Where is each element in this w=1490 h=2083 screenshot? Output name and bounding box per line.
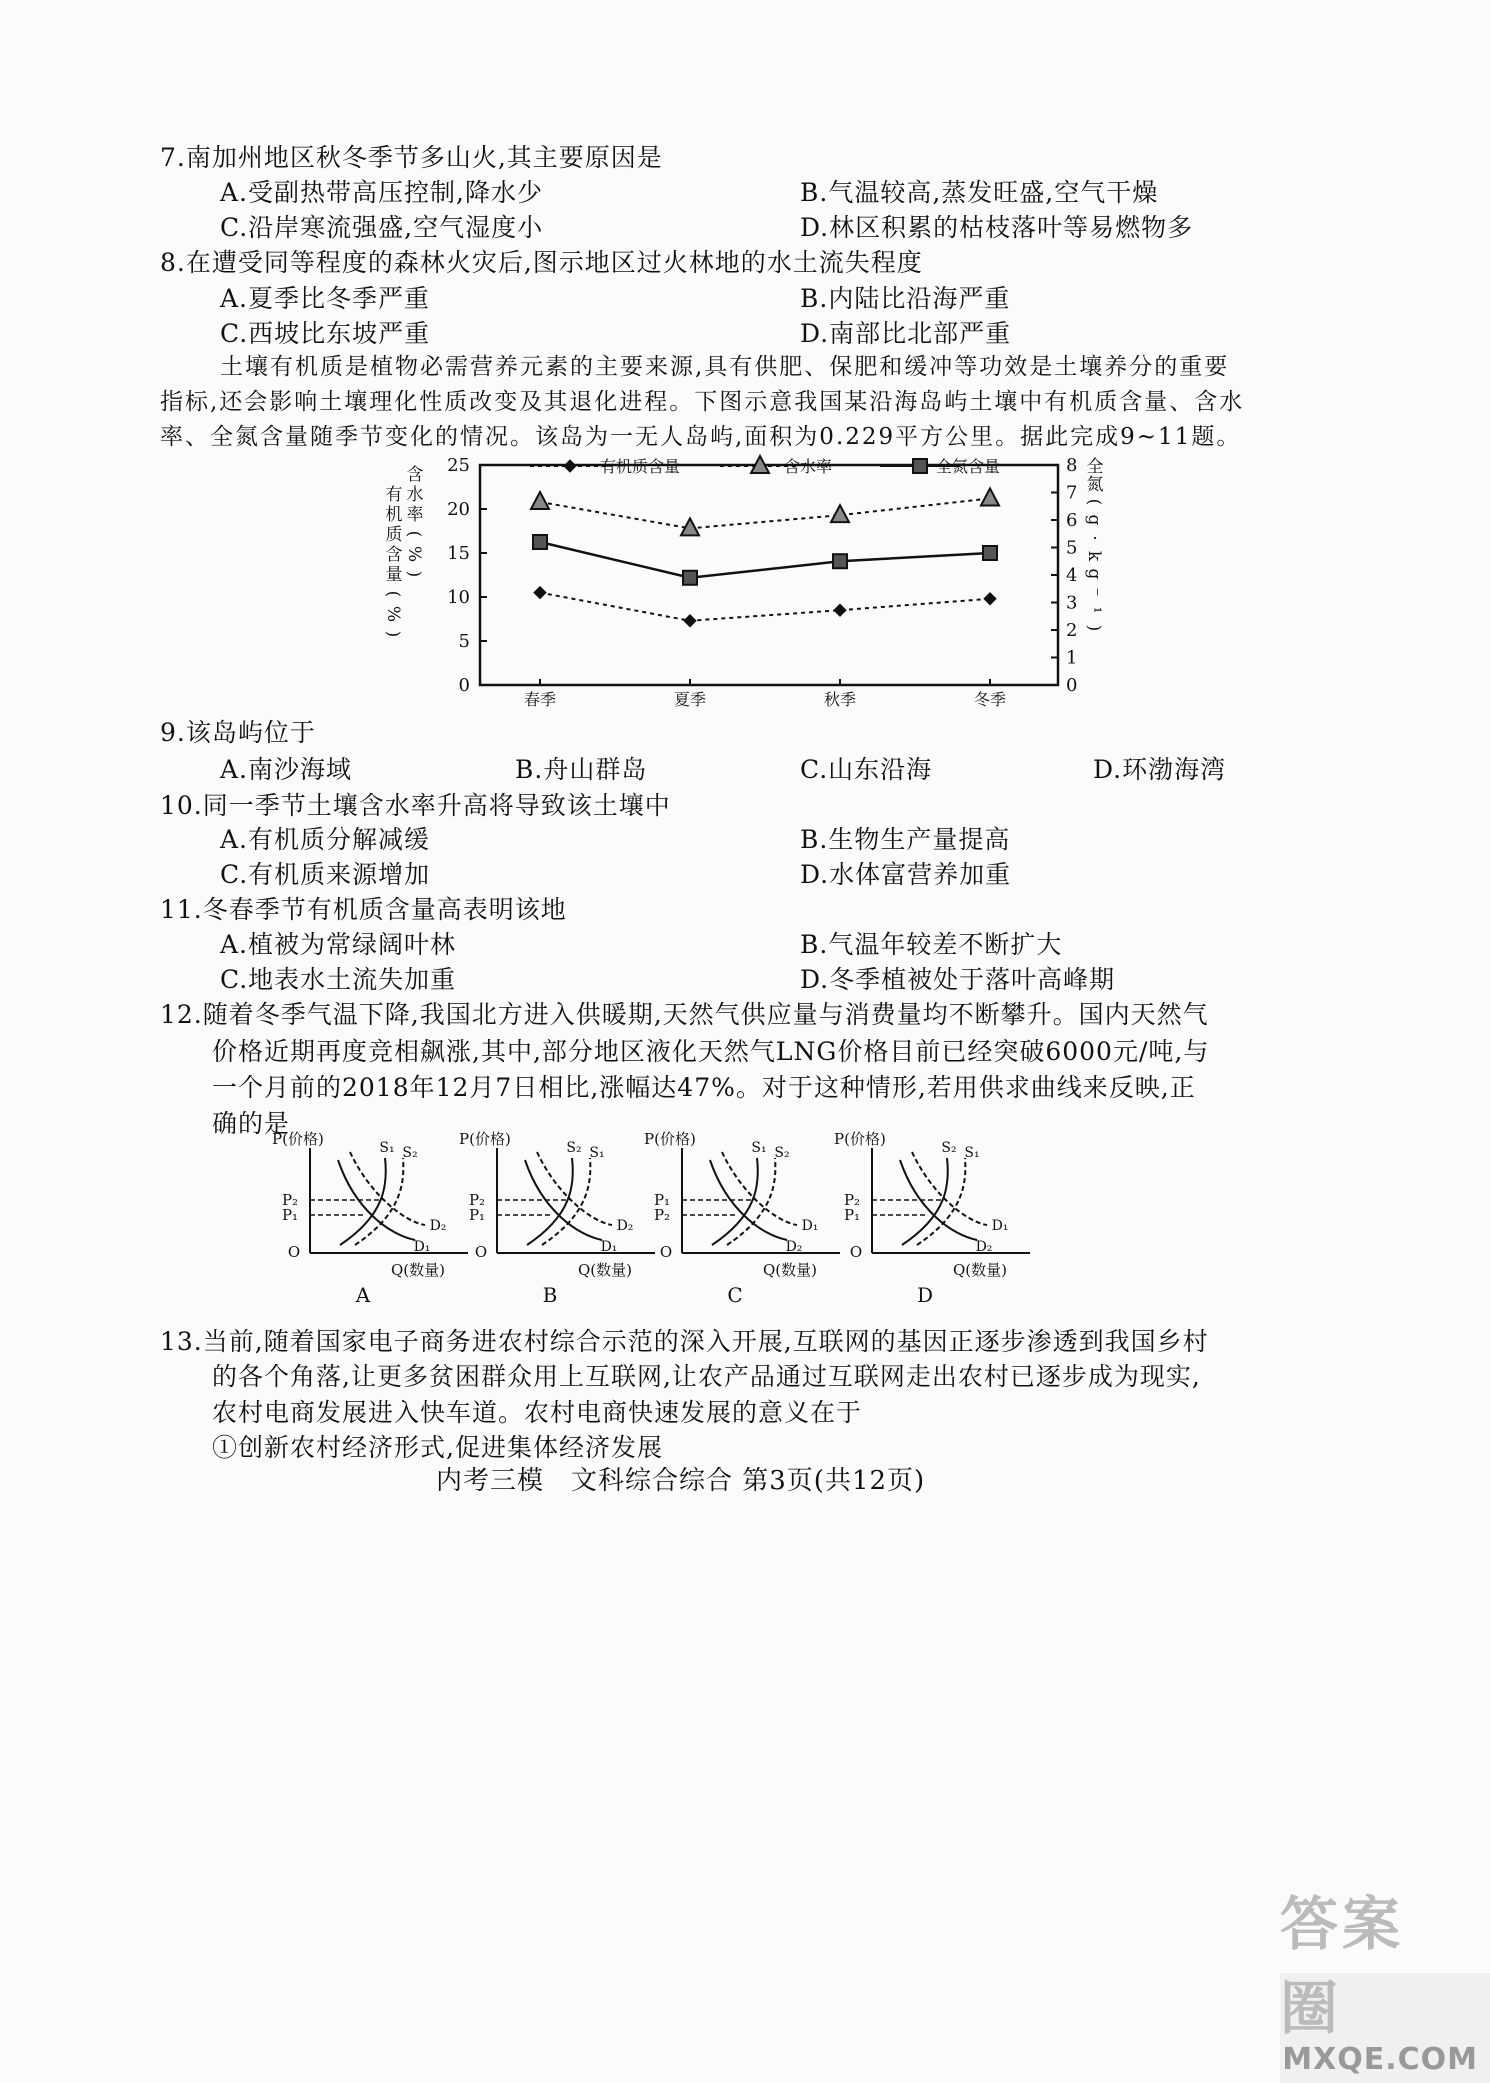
supply-left-label: S₁ xyxy=(379,1140,395,1156)
sd-graph-C xyxy=(644,1130,840,1307)
left-tick-label: 0 xyxy=(458,675,470,696)
demand-lower-label: D₂ xyxy=(785,1239,803,1255)
price-top-label: P₂ xyxy=(843,1191,861,1209)
price-bottom-label: P₁ xyxy=(468,1206,486,1224)
left-tick-label: 15 xyxy=(447,543,470,564)
left-tick-label: 5 xyxy=(458,631,470,652)
svg-text:含: 含 xyxy=(406,465,424,485)
price-top-label: P₂ xyxy=(468,1191,486,1209)
right-tick-label: 3 xyxy=(1066,592,1078,614)
left-tick-label: 25 xyxy=(447,455,470,476)
svg-text:): ) xyxy=(404,570,424,578)
passage-line-3: 率、全氮含量随季节变化的情况。该岛为一无人岛屿,面积为0.229平方公里。据此完成9~11题。 xyxy=(160,424,1242,450)
q7-option-a: A.受副热带高压控制,降水少 xyxy=(220,178,543,207)
q10-stem: 10.同一季节土壤含水率升高将导致该土壤中 xyxy=(160,791,671,820)
right-tick-label: 2 xyxy=(1066,620,1078,641)
price-top-label: P₂ xyxy=(281,1191,299,1209)
svg-text:): ) xyxy=(383,630,403,638)
supply-left-curve xyxy=(527,1158,573,1245)
demand-lower-label: D₁ xyxy=(413,1239,431,1255)
right-tick-label: 5 xyxy=(1066,537,1078,559)
right-tick-label: 0 xyxy=(1066,675,1078,696)
q13-line-2: 的各个角落,让更多贫困群众用上互联网,让农产品通过互联网走出农村已逐步成为现实, xyxy=(212,1362,1201,1391)
demand-upper-label: D₂ xyxy=(429,1218,447,1234)
svg-text:k: k xyxy=(1084,550,1104,562)
series-2-point-1 xyxy=(683,571,697,585)
q11-option-d: D.冬季植被处于落叶高峰期 xyxy=(800,965,1116,994)
origin-label: O xyxy=(474,1243,488,1261)
q12-line-3: 一个月前的2018年12月7日相比,涨幅达47%。对于这种情形,若用供求曲线来反映,正 xyxy=(212,1073,1196,1102)
demand-upper-label: D₁ xyxy=(991,1218,1009,1234)
q10-option-b: B.生物生产量提高 xyxy=(800,825,1011,854)
svg-text:质: 质 xyxy=(385,525,403,545)
y-axis-label: P(价格) xyxy=(644,1130,696,1148)
q11-stem: 11.冬春季节有机质含量高表明该地 xyxy=(160,895,567,924)
supply-right-label: S₂ xyxy=(774,1145,790,1161)
svg-text:(: ( xyxy=(383,590,403,598)
watermark-text: 答案圈 xyxy=(1280,1890,1405,2042)
left-axis-label xyxy=(383,465,424,637)
series-0-point-0 xyxy=(534,587,546,599)
option-letter: A xyxy=(355,1283,371,1307)
svg-text:(: ( xyxy=(404,530,424,538)
legend-label-1: 含水率 xyxy=(783,457,833,476)
demand-upper-curve xyxy=(537,1152,612,1225)
svg-text:¹: ¹ xyxy=(1084,606,1104,614)
supply-left-curve xyxy=(712,1158,758,1245)
legend-label-0: 有机质含量 xyxy=(599,457,681,476)
series-1-point-0 xyxy=(531,492,549,509)
y-axis-label: P(价格) xyxy=(272,1130,324,1148)
q7-option-b: B.气温较高,蒸发旺盛,空气干燥 xyxy=(800,178,1159,207)
q7-option-c: C.沿岸寒流强盛,空气湿度小 xyxy=(220,213,544,242)
series-1-point-3 xyxy=(981,488,999,505)
series-line-0 xyxy=(540,593,990,621)
soil-chart xyxy=(0,455,1490,709)
supply-left-label: S₂ xyxy=(566,1140,582,1156)
svg-text:%: % xyxy=(404,545,424,563)
demand-lower-label: D₁ xyxy=(600,1239,618,1255)
right-tick-label: 7 xyxy=(1066,482,1078,504)
sd-graph-B xyxy=(459,1130,655,1307)
left-tick-label: 10 xyxy=(447,587,470,608)
x-tick-label: 春季 xyxy=(523,690,557,709)
supply-demand-graphs xyxy=(0,1125,1490,1325)
q13-item-1: ①创新农村经济形式,促进集体经济发展 xyxy=(212,1433,663,1462)
svg-text:水: 水 xyxy=(406,485,424,505)
supply-right-label: S₂ xyxy=(402,1145,418,1161)
right-tick-label: 6 xyxy=(1066,510,1078,531)
demand-upper-curve xyxy=(350,1152,425,1225)
series-2-point-0 xyxy=(533,535,547,549)
q9-option-c: C.山东沿海 xyxy=(800,755,933,784)
q8-option-a: A.夏季比冬季严重 xyxy=(220,284,431,313)
chart-frame xyxy=(480,465,1058,685)
supply-right-label: S₁ xyxy=(964,1145,980,1161)
watermark-url: MXQE.COM xyxy=(1282,2042,1478,2077)
x-axis-label: Q(数量) xyxy=(762,1261,818,1279)
option-letter: C xyxy=(727,1283,743,1307)
series-2-point-3 xyxy=(983,546,997,560)
svg-text:%: % xyxy=(383,605,403,623)
series-line-2 xyxy=(540,542,990,578)
svg-text:氮: 氮 xyxy=(1086,475,1104,495)
q9-option-a: A.南沙海域 xyxy=(220,755,353,784)
legend-marker-0 xyxy=(564,460,576,472)
q8-option-c: C.西坡比东坡严重 xyxy=(220,319,431,348)
q7-stem: 7.南加州地区秋冬季节多山火,其主要原因是 xyxy=(160,143,663,172)
supply-left-label: S₁ xyxy=(751,1140,767,1156)
demand-upper-curve xyxy=(722,1152,797,1225)
legend-label-2: 全氮含量 xyxy=(935,457,1001,476)
svg-text:): ) xyxy=(1084,624,1104,632)
sd-graph-D xyxy=(834,1130,1030,1307)
demand-upper-label: D₁ xyxy=(801,1218,819,1234)
q13-line-3: 农村电商发展进入快车道。农村电商快速发展的意义在于 xyxy=(212,1398,863,1427)
q9-option-b: B.舟山群岛 xyxy=(515,755,648,784)
y-axis-label: P(价格) xyxy=(459,1130,511,1148)
svg-text:⁻: ⁻ xyxy=(1084,587,1104,597)
origin-label: O xyxy=(659,1243,673,1261)
x-axis-label: Q(数量) xyxy=(577,1261,633,1279)
x-axis-label: Q(数量) xyxy=(952,1261,1008,1279)
series-1-point-2 xyxy=(831,505,849,522)
svg-text:全: 全 xyxy=(1086,457,1104,477)
right-tick-label: 8 xyxy=(1066,455,1078,476)
svg-text:·: · xyxy=(1084,535,1104,541)
left-label-organic xyxy=(383,485,403,637)
q10-option-c: C.有机质来源增加 xyxy=(220,860,431,889)
left-label-water xyxy=(404,465,424,577)
q8-option-d: D.南部比北部严重 xyxy=(800,319,1012,348)
supply-left-label: S₂ xyxy=(941,1140,957,1156)
right-tick-label: 1 xyxy=(1066,647,1078,669)
svg-text:(: ( xyxy=(1084,498,1104,506)
svg-text:机: 机 xyxy=(385,505,403,525)
svg-text:g: g xyxy=(1084,514,1104,526)
left-tick-label: 20 xyxy=(447,499,470,520)
series-0-point-1 xyxy=(684,615,696,627)
origin-label: O xyxy=(287,1243,301,1261)
q12-line-1: 12.随着冬季气温下降,我国北方进入供暖期,天然气供应量与消费量均不断攀升。国内天然气 xyxy=(160,1000,1209,1029)
q11-option-a: A.植被为常绿阔叶林 xyxy=(220,930,457,959)
q8-option-b: B.内陆比沿海严重 xyxy=(800,284,1011,313)
supply-left-curve xyxy=(902,1158,948,1245)
right-tick-label: 4 xyxy=(1066,565,1078,586)
demand-lower-label: D₂ xyxy=(975,1239,993,1255)
option-letter: D xyxy=(916,1283,934,1307)
watermark-logo xyxy=(1280,1890,1490,2083)
right-axis-label xyxy=(1084,457,1104,631)
svg-text:率: 率 xyxy=(406,505,424,525)
q13-line-1: 13.当前,随着国家电子商务进农村综合示范的深入开展,互联网的基因正逐步渗透到我国乡村 xyxy=(160,1327,1209,1356)
series-0-point-2 xyxy=(834,604,846,616)
chart-legend xyxy=(530,456,1000,476)
demand-upper-label: D₂ xyxy=(616,1218,634,1234)
origin-label: O xyxy=(849,1243,863,1261)
svg-text:有: 有 xyxy=(385,485,403,505)
x-tick-label: 夏季 xyxy=(673,690,707,709)
price-top-label: P₁ xyxy=(653,1191,671,1209)
q9-stem: 9.该岛屿位于 xyxy=(160,718,316,747)
y-axis-label: P(价格) xyxy=(834,1130,886,1148)
q10-option-d: D.水体富营养加重 xyxy=(800,860,1012,889)
supply-left-curve xyxy=(340,1158,386,1245)
price-bottom-label: P₁ xyxy=(281,1206,299,1224)
sd-graph-A xyxy=(272,1130,468,1307)
price-bottom-label: P₂ xyxy=(653,1206,671,1224)
option-letter: B xyxy=(542,1283,558,1307)
supply-right-label: S₁ xyxy=(589,1145,605,1161)
price-bottom-label: P₁ xyxy=(843,1206,861,1224)
x-axis-label: Q(数量) xyxy=(390,1261,446,1279)
legend-marker-2 xyxy=(913,459,927,473)
q12-line-4: 确的是 xyxy=(212,1109,291,1138)
q11-option-b: B.气温年较差不断扩大 xyxy=(800,930,1063,959)
q11-option-c: C.地表水土流失加重 xyxy=(220,965,457,994)
passage-line-1: 土壤有机质是植物必需营养元素的主要来源,具有供肥、保肥和缓冲等功效是土壤养分的重要 xyxy=(220,354,1230,380)
q7-option-d: D.林区积累的枯枝落叶等易燃物多 xyxy=(800,213,1194,242)
page-footer: 内考三模 文科综合综合 第3页(共12页) xyxy=(436,1466,926,1496)
x-tick-label: 冬季 xyxy=(973,690,1007,709)
q8-stem: 8.在遭受同等程度的森林火灾后,图示地区过火林地的水土流失程度 xyxy=(160,248,923,277)
svg-text:g: g xyxy=(1084,568,1104,580)
svg-text:含: 含 xyxy=(385,545,403,565)
demand-upper-curve xyxy=(912,1152,987,1225)
q12-line-2: 价格近期再度竞相飙涨,其中,部分地区液化天然气LNG价格目前已经突破6000元/吨,与 xyxy=(212,1037,1210,1066)
series-2-point-2 xyxy=(833,554,847,568)
svg-text:量: 量 xyxy=(385,565,403,585)
q10-option-a: A.有机质分解减缓 xyxy=(220,825,431,854)
passage-line-2: 指标,还会影响土壤理化性质改变及其退化进程。下图示意我国某沿海岛屿土壤中有机质含量、含水 xyxy=(160,389,1245,415)
series-line-1 xyxy=(540,498,990,528)
x-tick-label: 秋季 xyxy=(823,690,857,709)
right-label-nitrogen xyxy=(1084,457,1104,631)
series-0-point-3 xyxy=(984,593,996,605)
q9-option-d: D.环渤海湾 xyxy=(1093,755,1227,784)
